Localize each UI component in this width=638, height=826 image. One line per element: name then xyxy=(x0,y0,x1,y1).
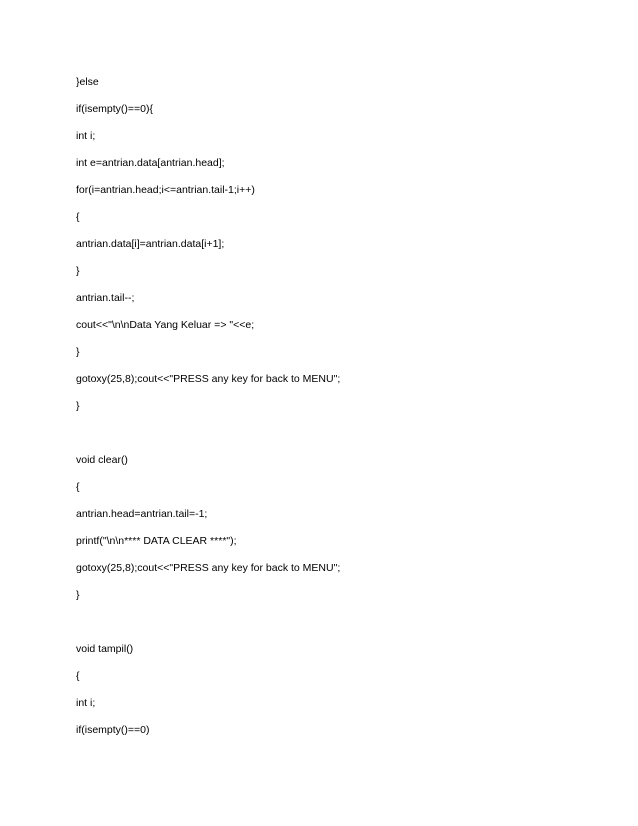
code-line: antrian.head=antrian.tail=-1; xyxy=(76,508,208,520)
code-line: } xyxy=(76,589,80,601)
code-line: int e=antrian.data[antrian.head]; xyxy=(76,157,225,169)
code-line: void tampil() xyxy=(76,643,134,655)
code-line: } xyxy=(76,265,80,277)
code-line: cout<<"\n\nData Yang Keluar => "<<e; xyxy=(76,319,255,331)
code-line: printf("\n\n**** DATA CLEAR ****"); xyxy=(76,535,237,547)
code-line: }else xyxy=(76,76,99,88)
code-line: { xyxy=(76,481,80,493)
code-line: } xyxy=(76,346,80,358)
code-line: if(isempty()==0) xyxy=(76,724,150,736)
code-line: antrian.data[i]=antrian.data[i+1]; xyxy=(76,238,225,250)
code-line: void clear() xyxy=(76,454,128,466)
code-line: gotoxy(25,8);cout<<"PRESS any key for back to MENU"; xyxy=(76,373,341,385)
code-line: { xyxy=(76,211,80,223)
code-line: for(i=antrian.head;i<=antrian.tail-1;i++) xyxy=(76,184,255,196)
code-line: if(isempty()==0){ xyxy=(76,103,154,115)
code-line: { xyxy=(76,670,80,682)
code-line: int i; xyxy=(76,130,96,142)
code-line: } xyxy=(76,400,80,412)
code-line: gotoxy(25,8);cout<<"PRESS any key for back to MENU"; xyxy=(76,562,341,574)
code-line: int i; xyxy=(76,697,96,709)
code-line: antrian.tail--; xyxy=(76,292,135,304)
